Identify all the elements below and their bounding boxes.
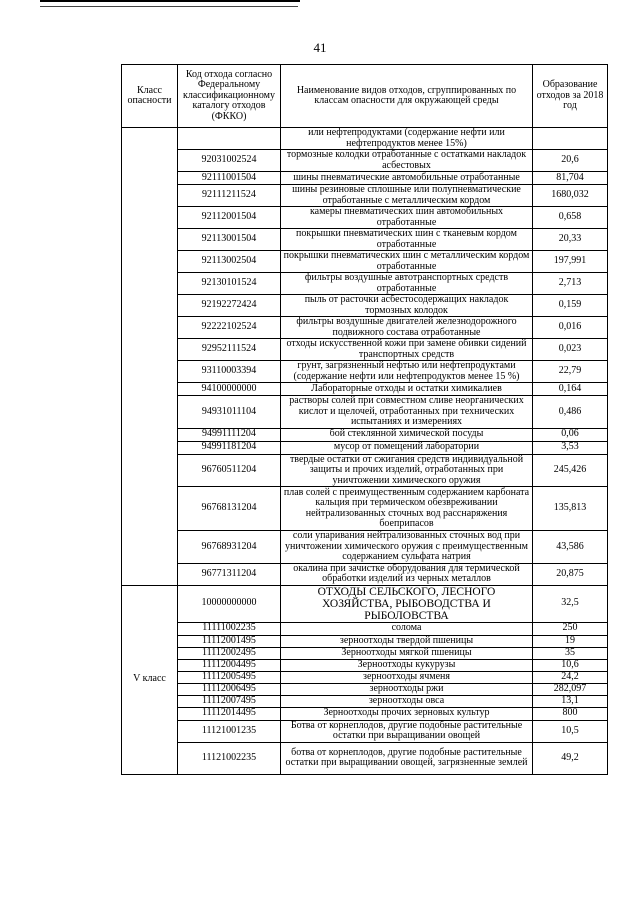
- waste-name-cell: пыль от расточки асбестосодержащих накладок тормозных колодок: [281, 295, 533, 317]
- header-name: Наименование видов отходов, сгруппированных по классам опасности для окружающей среды: [281, 65, 533, 128]
- amount-cell: 81,704: [533, 172, 608, 185]
- amount-cell: 800: [533, 707, 608, 720]
- waste-code-cell: 11111002235: [178, 622, 281, 635]
- amount-cell: 1680,032: [533, 185, 608, 207]
- waste-code-cell: 92192272424: [178, 295, 281, 317]
- waste-name-cell: Ботва от корнеплодов, другие подобные растительные остатки при выращивании овощей: [281, 720, 533, 742]
- waste-code-cell: 94100000000: [178, 383, 281, 396]
- waste-code-cell: 96768931204: [178, 531, 281, 564]
- table-row: [122, 441, 608, 454]
- header-rule: [40, 0, 300, 10]
- waste-code-cell: 92112001504: [178, 207, 281, 229]
- waste-name-cell: зерноотходы овса: [281, 695, 533, 707]
- waste-code-cell: 11112007495: [178, 695, 281, 707]
- waste-name-cell: ОТХОДЫ СЕЛЬСКОГО, ЛЕСНОГО ХОЗЯЙСТВА, РЫБОВОДСТВА И РЫБОЛОВСТВА: [281, 585, 533, 622]
- hazard-class-cell: V класс: [122, 585, 178, 774]
- header-code: Код отхода согласно Федеральному классификационному каталогу отходов (ФККО): [178, 65, 281, 128]
- amount-cell: 13,1: [533, 695, 608, 707]
- table-header-row: [122, 65, 608, 128]
- amount-cell: 19: [533, 635, 608, 647]
- waste-name-cell: соли упаривания нейтрализованных сточных вод при уничтожении химического оружия с преимущественным содержанием сульфата натрия: [281, 531, 533, 564]
- table-row: [122, 659, 608, 671]
- amount-cell: 0,016: [533, 317, 608, 339]
- waste-name-cell: плав солей с преимущественным содержанием карбоната кальция при термическом обезвреживании нейтрализованных сточных вод расснаряжения боеприпасов: [281, 487, 533, 531]
- waste-code-cell: 11112006495: [178, 683, 281, 695]
- waste-code-cell: 92031002524: [178, 150, 281, 172]
- waste-name-cell: зерноотходы ячменя: [281, 671, 533, 683]
- waste-code-cell: 94991181204: [178, 441, 281, 454]
- waste-code-cell: 92952111524: [178, 339, 281, 361]
- amount-cell: 43,586: [533, 531, 608, 564]
- waste-name-cell: бой стеклянной химической посуды: [281, 428, 533, 441]
- table-row: [122, 383, 608, 396]
- waste-code-cell: 11112002495: [178, 647, 281, 659]
- table-row: [122, 563, 608, 585]
- waste-name-cell: зерноотходы твердой пшеницы: [281, 635, 533, 647]
- waste-code-cell: 92222102524: [178, 317, 281, 339]
- table-row: [122, 531, 608, 564]
- header-amount: Образование отходов за 2018 год: [533, 65, 608, 128]
- waste-name-cell: или нефтепродуктами (содержание нефти или нефтепродуктов менее 15%): [281, 128, 533, 150]
- amount-cell: 0,164: [533, 383, 608, 396]
- table-row: [122, 128, 608, 150]
- table-row: [122, 295, 608, 317]
- amount-cell: 22,79: [533, 361, 608, 383]
- waste-name-cell: Зерноотходы кукурузы: [281, 659, 533, 671]
- table-row: [122, 396, 608, 429]
- amount-cell: 0,159: [533, 295, 608, 317]
- waste-name-cell: грунт, загрязненный нефтью или нефтепродуктами (содержание нефти или нефтепродуктов менее 15 %): [281, 361, 533, 383]
- page-number: 41: [313, 40, 327, 55]
- table-row: [122, 172, 608, 185]
- waste-code-cell: 96768131204: [178, 487, 281, 531]
- table-row: [122, 585, 608, 622]
- waste-table: [121, 64, 608, 775]
- amount-cell: 0,06: [533, 428, 608, 441]
- waste-code-cell: 11112005495: [178, 671, 281, 683]
- waste-name-cell: Лабораторные отходы и остатки химикалиев: [281, 383, 533, 396]
- table-row: [122, 339, 608, 361]
- table-row: [122, 229, 608, 251]
- table-row: [122, 428, 608, 441]
- amount-cell: 35: [533, 647, 608, 659]
- amount-cell: 197,991: [533, 251, 608, 273]
- waste-code-cell: 92111001504: [178, 172, 281, 185]
- amount-cell: 135,813: [533, 487, 608, 531]
- waste-code-cell: 96771311204: [178, 563, 281, 585]
- waste-name-cell: фильтры воздушные автотранспортных средств отработанные: [281, 273, 533, 295]
- amount-cell: 10,5: [533, 720, 608, 742]
- waste-name-cell: камеры пневматических шин автомобильных отработанные: [281, 207, 533, 229]
- waste-name-cell: зерноотходы ржи: [281, 683, 533, 695]
- waste-code-cell: 92130101524: [178, 273, 281, 295]
- table-row: [122, 742, 608, 774]
- amount-cell: 0,023: [533, 339, 608, 361]
- waste-name-cell: Зерноотходы мягкой пшеницы: [281, 647, 533, 659]
- amount-cell: 0,486: [533, 396, 608, 429]
- waste-name-cell: ботва от корнеплодов, другие подобные растительные остатки при выращивании овощей, загрязненные землей: [281, 742, 533, 774]
- waste-code-cell: 10000000000: [178, 585, 281, 622]
- hazard-class-cell: [122, 128, 178, 586]
- waste-code-cell: 11121001235: [178, 720, 281, 742]
- waste-name-cell: отходы искусственной кожи при замене обивки сидений транспортных средств: [281, 339, 533, 361]
- table-row: [122, 707, 608, 720]
- waste-name-cell: твердые остатки от сжигания средств индивидуальной защиты и прочих изделий, отработанных при уничтожении химического оружия: [281, 454, 533, 487]
- waste-code-cell: 92113001504: [178, 229, 281, 251]
- amount-cell: 245,426: [533, 454, 608, 487]
- table-row: [122, 361, 608, 383]
- waste-name-cell: шины пневматические автомобильные отработанные: [281, 172, 533, 185]
- waste-code-cell: 94931011104: [178, 396, 281, 429]
- waste-name-cell: покрышки пневматических шин с металлическим кордом отработанные: [281, 251, 533, 273]
- amount-cell: 20,33: [533, 229, 608, 251]
- waste-name-cell: окалина при зачистке оборудования для термической обработки изделий из черных металлов: [281, 563, 533, 585]
- amount-cell: 49,2: [533, 742, 608, 774]
- table-row: [122, 683, 608, 695]
- table-row: [122, 647, 608, 659]
- waste-code-cell: [178, 128, 281, 150]
- waste-code-cell: 92113002504: [178, 251, 281, 273]
- table-row: [122, 251, 608, 273]
- header-class: Класс опасности: [122, 65, 178, 128]
- table-row: [122, 273, 608, 295]
- amount-cell: 20,875: [533, 563, 608, 585]
- waste-code-cell: 11112014495: [178, 707, 281, 720]
- table-row: [122, 185, 608, 207]
- waste-name-cell: фильтры воздушные двигателей железнодорожного подвижного состава отработанные: [281, 317, 533, 339]
- table-row: [122, 487, 608, 531]
- table-body: [122, 128, 608, 775]
- waste-name-cell: растворы солей при совместном сливе неорганических кислот и щелочей, отработанных при технических испытаниях и измерениях: [281, 396, 533, 429]
- waste-name-cell: шины резиновые сплошные или полупневматические отработанные с металлическим кордом: [281, 185, 533, 207]
- table-row: [122, 635, 608, 647]
- waste-name-cell: мусор от помещений лаборатории: [281, 441, 533, 454]
- amount-cell: 2,713: [533, 273, 608, 295]
- waste-code-cell: 11112004495: [178, 659, 281, 671]
- waste-code-cell: 11121002235: [178, 742, 281, 774]
- amount-cell: 0,658: [533, 207, 608, 229]
- waste-code-cell: 93110003394: [178, 361, 281, 383]
- amount-cell: 24,2: [533, 671, 608, 683]
- table-row: [122, 720, 608, 742]
- amount-cell: 20,6: [533, 150, 608, 172]
- waste-code-cell: 94991111204: [178, 428, 281, 441]
- amount-cell: 3,53: [533, 441, 608, 454]
- amount-cell: 32,5: [533, 585, 608, 622]
- table-row: [122, 454, 608, 487]
- table-row: [122, 695, 608, 707]
- waste-name-cell: Зерноотходы прочих зерновых культур: [281, 707, 533, 720]
- header-rule-thin: [40, 6, 298, 7]
- waste-code-cell: 11112001495: [178, 635, 281, 647]
- waste-name-cell: солома: [281, 622, 533, 635]
- waste-code-cell: 96760511204: [178, 454, 281, 487]
- waste-name-cell: покрышки пневматических шин с тканевым кордом отработанные: [281, 229, 533, 251]
- amount-cell: 250: [533, 622, 608, 635]
- waste-name-cell: тормозные колодки отработанные с остатками накладок асбестовых: [281, 150, 533, 172]
- amount-cell: [533, 128, 608, 150]
- waste-code-cell: 92111211524: [178, 185, 281, 207]
- table-row: [122, 150, 608, 172]
- table-row: [122, 317, 608, 339]
- table-row: [122, 671, 608, 683]
- amount-cell: 282,097: [533, 683, 608, 695]
- table-row: [122, 622, 608, 635]
- amount-cell: 10,6: [533, 659, 608, 671]
- table-row: [122, 207, 608, 229]
